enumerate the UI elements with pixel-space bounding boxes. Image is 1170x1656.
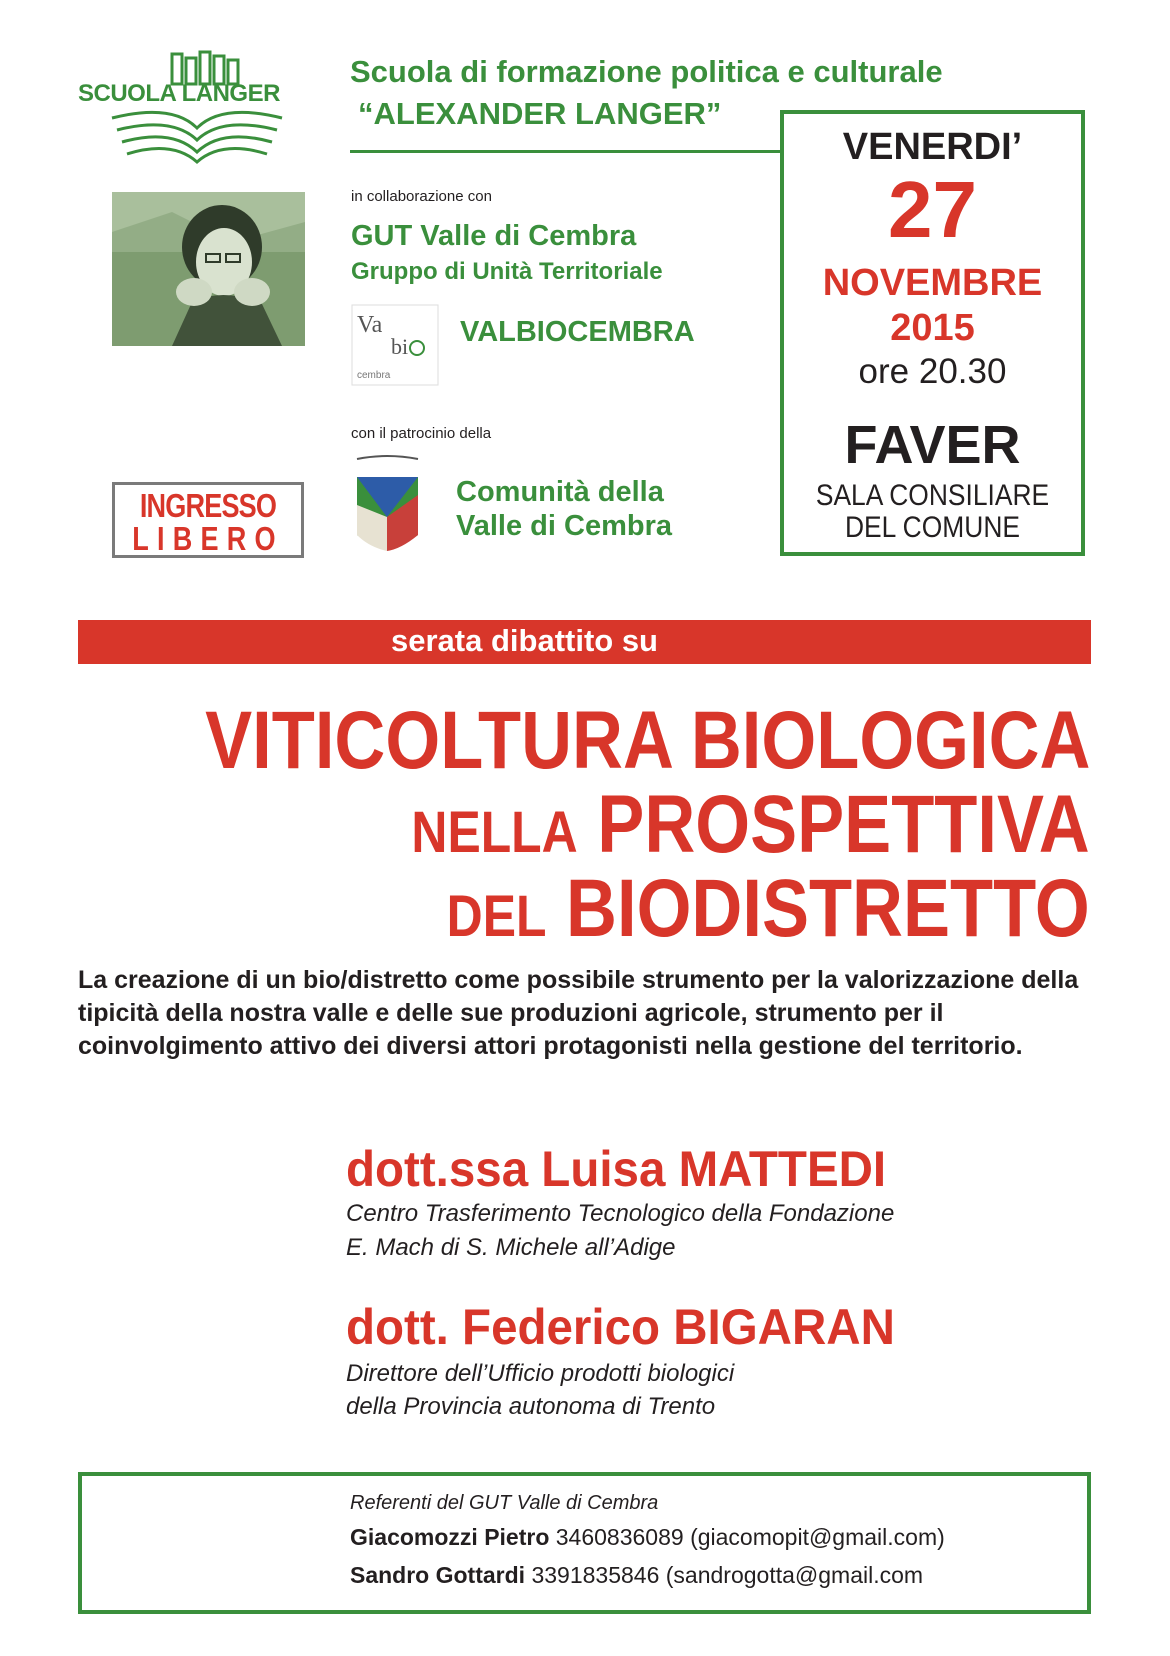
patronage-intro: con il patrocinio della <box>351 425 492 442</box>
event-month: NOVEMBRE <box>822 262 1043 304</box>
community-name-line2: Valle di Cembra <box>456 510 672 542</box>
gut-full-name: Gruppo di Unità Territoriale <box>351 258 663 285</box>
title-line1: VITICOLTURA BIOLOGICA <box>204 695 1090 786</box>
free-entry-line1: INGRESSO <box>139 487 277 524</box>
portrait-image <box>112 192 305 346</box>
speaker-2-role-line2: della Provincia autonoma di Trento <box>346 1393 716 1420</box>
svg-text:bi: bi <box>391 334 409 359</box>
school-name-line1: Scuola di formazione politica e culturale <box>350 54 943 89</box>
community-crest-icon <box>351 455 424 558</box>
event-day: 27 <box>888 165 977 254</box>
speaker-1-name: dott.ssa Luisa MATTEDI <box>346 1141 887 1197</box>
event-hall-line2: DEL COMUNE <box>844 511 1021 544</box>
book-logo-icon <box>72 48 322 168</box>
community-name-line1: Comunità della <box>456 476 664 508</box>
event-weekday: VENERDI’ <box>842 126 1023 168</box>
event-place: FAVER <box>844 415 1021 475</box>
speaker-1-role-line1: Centro Trasferimento Tecnologico della Fondazione <box>346 1200 895 1227</box>
svg-text:cembra: cembra <box>357 370 391 381</box>
contact-2 <box>350 1562 923 1589</box>
gut-name: GUT Valle di Cembra <box>351 220 637 252</box>
contact-1-phone: 3460836089 <box>555 1524 684 1550</box>
school-name-line2: “ALEXANDER LANGER” <box>358 96 722 131</box>
free-entry-line2: LIBERO <box>132 520 284 557</box>
svg-text:Va: Va <box>357 312 383 338</box>
title-line3-small: DEL <box>446 884 547 949</box>
event-description: La creazione di un bio/distretto come possibile strumento per la valorizzazione della tipicità della nostra valle e delle sue produzioni agricole, strumento per il coinvolgimento attivo dei diversi attori protagonisti nella gestione del territorio. <box>78 966 1079 1060</box>
banner-text: serata dibattito su <box>391 623 658 658</box>
portrait-photo <box>112 192 305 346</box>
contact-1 <box>350 1524 945 1551</box>
title-line2-small: NELLA <box>411 800 578 865</box>
title-line3 <box>447 862 1090 956</box>
collaboration-intro: in collaborazione con <box>351 188 492 205</box>
free-entry-badge <box>112 482 304 558</box>
title-line3-big: BIODISTRETTO <box>566 863 1090 954</box>
event-hall-line1: SALA CONSILIARE <box>815 479 1050 512</box>
speaker-2-name: dott. Federico BIGARAN <box>346 1299 895 1355</box>
contact-1-name: Giacomozzi Pietro <box>350 1524 550 1550</box>
event-year: 2015 <box>890 307 975 349</box>
logo-text: SCUOLA LANGER <box>78 80 280 107</box>
event-type-banner <box>78 620 1091 664</box>
valbiocembra-label: VALBIOCEMBRA <box>460 316 695 348</box>
event-time: ore 20.30 <box>858 352 1007 391</box>
contact-2-name: Sandro Gottardi <box>350 1562 526 1588</box>
event-date-box <box>780 110 1085 556</box>
speaker-1-role-line2: E. Mach di S. Michele all’Adige <box>346 1234 676 1261</box>
contacts-box <box>78 1472 1091 1614</box>
valbiocembra-logo-icon <box>351 304 439 386</box>
title-line2 <box>412 778 1090 872</box>
header-divider <box>350 150 780 153</box>
contacts-heading: Referenti del GUT Valle di Cembra <box>350 1492 659 1514</box>
contact-1-email[interactable]: (giacomopit@gmail.com) <box>690 1524 945 1550</box>
title-line2-big: PROSPETTIVA <box>597 779 1090 870</box>
contact-2-phone: 3391835846 <box>531 1562 660 1588</box>
scuola-langer-logo <box>72 48 322 168</box>
speaker-2-role-line1: Direttore dell’Ufficio prodotti biologici <box>346 1360 735 1387</box>
contact-2-email[interactable]: (sandrogotta@gmail.com <box>665 1562 924 1588</box>
